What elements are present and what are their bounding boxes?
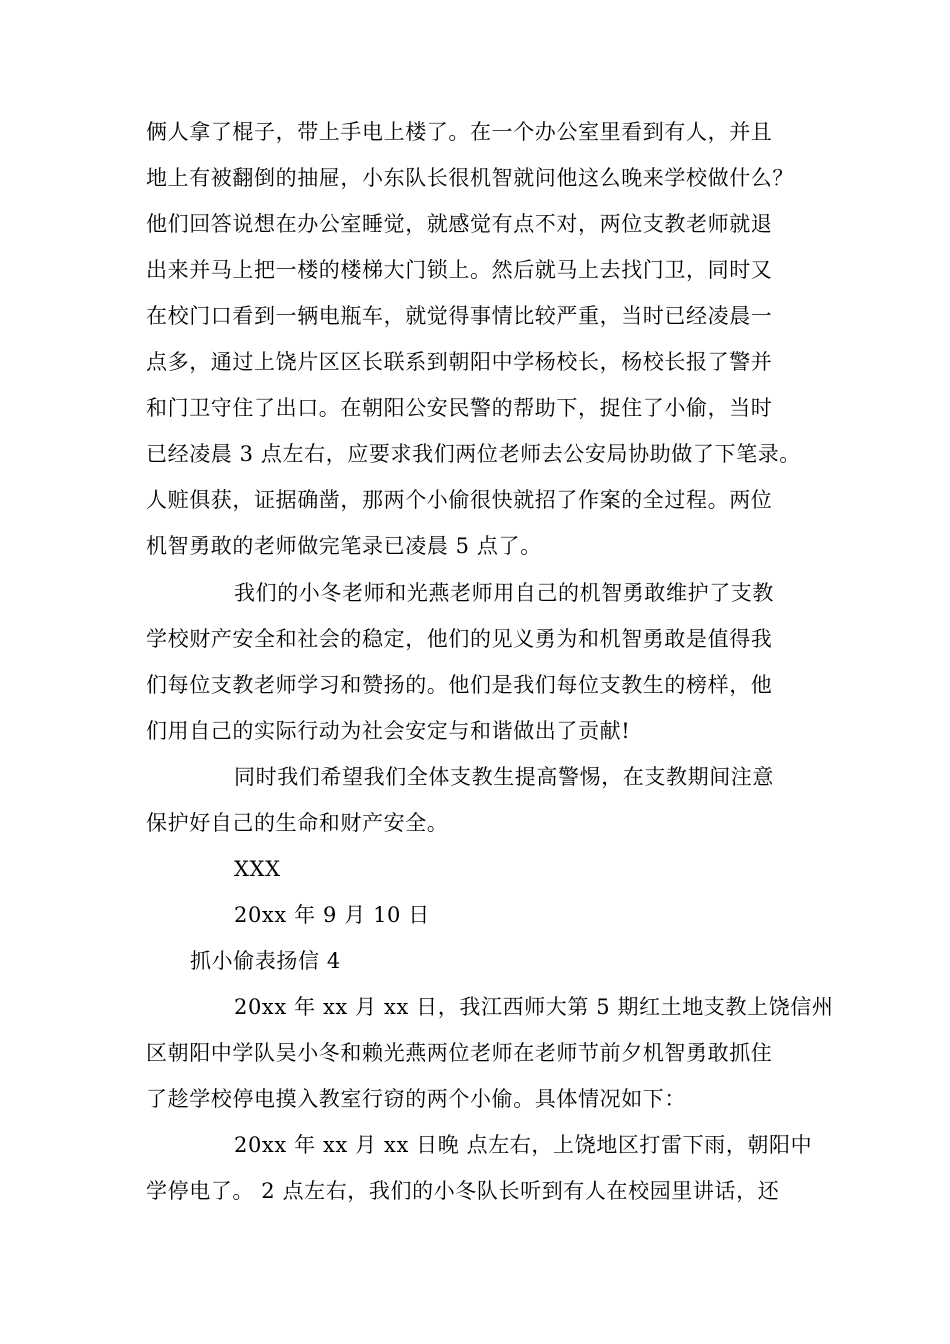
body-line: 在校门口看到一辆电瓶车，就觉得事情比较严重，当时已经凌晨一	[146, 304, 773, 328]
signature: XXX	[234, 857, 281, 881]
body-line: 和门卫守住了出口。在朝阳公安民警的帮助下，捉住了小偷，当时	[146, 396, 773, 420]
body-line: 区朝阳中学队吴小冬和赖光燕两位老师在老师节前夕机智勇敢抓住	[146, 1041, 773, 1065]
body-line: 俩人拿了棍子，带上手电上楼了。在一个办公室里看到有人，并且	[146, 120, 773, 144]
body-line: 人赃俱获，证据确凿，那两个小偷很快就招了作案的全过程。两位	[146, 488, 773, 512]
paragraph-start-line: 我们的小冬老师和光燕老师用自己的机智勇敢维护了支教	[234, 581, 774, 605]
body-line: 们每位支教老师学习和赞扬的。他们是我们每位支教生的榜样，他	[146, 673, 773, 697]
body-line: 学校财产安全和社会的稳定，他们的见义勇为和机智勇敢是值得我	[146, 627, 773, 651]
body-line: 地上有被翻倒的抽屉，小东队长很机智就问他这么晚来学校做什么？	[146, 166, 794, 190]
paragraph-start-line: 20xx 年 xx 月 xx 日，我江西师大第 5 期红土地支教上饶信州	[234, 995, 834, 1019]
paragraph-start-line: 20xx 年 xx 月 xx 日晚 点左右，上饶地区打雷下雨，朝阳中	[234, 1133, 813, 1157]
body-line: 机智勇敢的老师做完笔录已凌晨 5 点了。	[146, 534, 542, 558]
body-line: 他们回答说想在办公室睡觉，就感觉有点不对，两位支教老师就退	[146, 212, 773, 236]
body-line: 学停电了。 2 点左右，我们的小冬队长听到有人在校园里讲话，还	[146, 1179, 780, 1203]
body-line: 已经凌晨 3 点左右，应要求我们两位老师去公安局协助做了下笔录。	[146, 442, 801, 466]
body-line: 保护好自己的生命和财产安全。	[146, 811, 449, 835]
section-heading: 抓小偷表扬信 4	[190, 949, 341, 973]
body-line: 点多，通过上饶片区区长联系到朝阳中学杨校长，杨校长报了警并	[146, 350, 773, 374]
body-line: 了趁学校停电摸入教室行窃的两个小偷。具体情况如下：	[146, 1087, 686, 1111]
body-line: 出来并马上把一楼的楼梯大门锁上。然后就马上去找门卫，同时又	[146, 258, 773, 282]
date-line: 20xx 年 9 月 10 日	[234, 903, 430, 927]
paragraph-start-line: 同时我们希望我们全体支教生提高警惕，在支教期间注意	[234, 765, 774, 789]
body-line: 们用自己的实际行动为社会安定与和谐做出了贡献!	[146, 719, 631, 743]
